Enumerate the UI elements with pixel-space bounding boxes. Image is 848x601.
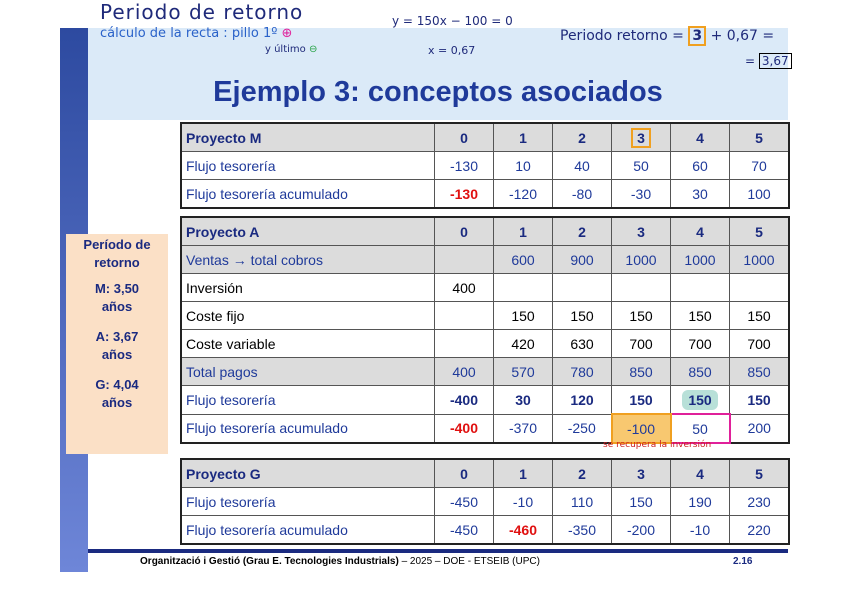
cell: 200 xyxy=(730,414,790,443)
cell: 60 xyxy=(671,152,730,180)
row-label: Flujo tesorería xyxy=(181,488,435,516)
recovery-note: se recupera la inversión xyxy=(603,440,712,450)
year-cell: 0 xyxy=(435,123,494,152)
cell: 900 xyxy=(553,246,612,274)
cell: 150 xyxy=(730,386,790,415)
cell: -450 xyxy=(435,516,494,545)
sidebar-a-label: A: 3,67 xyxy=(95,329,139,344)
payback-summary xyxy=(66,234,168,454)
table-header-row xyxy=(181,123,789,152)
handwritten-period xyxy=(560,28,774,44)
cell: -200 xyxy=(612,516,671,545)
year-cell: 2 xyxy=(553,123,612,152)
minus-circle-icon: ⊖ xyxy=(308,44,318,55)
table-row xyxy=(181,516,789,545)
project-a-name: Proyecto A xyxy=(181,217,435,246)
highlighted-150: 150 xyxy=(682,390,717,410)
cell: 700 xyxy=(730,330,790,358)
cell: -80 xyxy=(553,180,612,209)
footer-divider xyxy=(88,549,788,553)
table-row xyxy=(181,152,789,180)
footer-text xyxy=(0,556,680,567)
handwritten-subtitle2-text: y último xyxy=(265,44,306,55)
cell: 150 xyxy=(612,488,671,516)
cell: 120 xyxy=(553,386,612,415)
year-3-highlight: 3 xyxy=(631,128,651,148)
cell: -370 xyxy=(494,414,553,443)
project-m-name: Proyecto M xyxy=(181,123,435,152)
cell: 150 xyxy=(612,302,671,330)
cell: -130 xyxy=(435,180,494,209)
row-label: Flujo tesorería acumulado xyxy=(181,516,435,545)
table-row xyxy=(181,488,789,516)
project-g-table xyxy=(180,458,790,545)
table-header-row xyxy=(181,459,789,488)
period-label: Periodo retorno = xyxy=(560,28,684,44)
cell: 780 xyxy=(553,358,612,386)
project-a-table xyxy=(180,216,790,444)
handwritten-x-value: x = 0,67 xyxy=(428,44,476,57)
cell: -10 xyxy=(671,516,730,545)
sidebar-g-unit: años xyxy=(101,395,133,410)
handwritten-equation: y = 150x − 100 = 0 xyxy=(392,14,513,28)
cell: -400 xyxy=(435,414,494,443)
cell xyxy=(435,302,494,330)
table-row xyxy=(181,180,789,209)
cell xyxy=(553,274,612,302)
year-cell: 4 xyxy=(671,123,730,152)
handwritten-subtitle-2 xyxy=(265,44,317,55)
cell: 150 xyxy=(553,302,612,330)
year-cell: 5 xyxy=(730,217,790,246)
year-cell: 2 xyxy=(553,217,612,246)
sidebar-heading-1: Período de xyxy=(83,237,151,252)
cell: 1000 xyxy=(730,246,790,274)
year-cell: 2 xyxy=(553,459,612,488)
cell-highlight-minus100: -100 xyxy=(612,414,671,443)
handwritten-subtitle-text: cálculo de la recta : pillo 1º xyxy=(100,26,278,41)
cell: 40 xyxy=(553,152,612,180)
table-row xyxy=(181,302,789,330)
cell: 700 xyxy=(671,330,730,358)
row-label: Flujo tesorería acumulado xyxy=(181,414,435,443)
row-label: Coste fijo xyxy=(181,302,435,330)
period-result: 3,67 xyxy=(759,53,792,69)
year-cell: 3 xyxy=(612,459,671,488)
year-cell: 0 xyxy=(435,459,494,488)
project-g-name: Proyecto G xyxy=(181,459,435,488)
cell xyxy=(612,274,671,302)
cell: 150 xyxy=(612,386,671,415)
cell xyxy=(494,274,553,302)
row-label: Coste variable xyxy=(181,330,435,358)
cell: 600 xyxy=(494,246,553,274)
year-cell: 1 xyxy=(494,217,553,246)
sidebar-m-label: M: 3,50 xyxy=(94,281,140,296)
cell xyxy=(671,274,730,302)
cell: -30 xyxy=(612,180,671,209)
cell: -450 xyxy=(435,488,494,516)
year-cell: 5 xyxy=(730,123,790,152)
cell xyxy=(730,274,790,302)
sidebar-m-unit: años xyxy=(101,299,133,314)
footer-rest: – 2025 – DOE - ETSEIB (UPC) xyxy=(401,556,540,567)
handwritten-title: Periodo de retorno xyxy=(100,0,304,24)
sidebar-g-label: G: 4,04 xyxy=(95,377,139,392)
cell: 70 xyxy=(730,152,790,180)
cell: 190 xyxy=(671,488,730,516)
cell: 570 xyxy=(494,358,553,386)
year-cell: 4 xyxy=(671,217,730,246)
row-label: Flujo tesorería xyxy=(181,152,435,180)
cell: 150 xyxy=(494,302,553,330)
year-cell: 0 xyxy=(435,217,494,246)
plus-circle-icon: ⊕ xyxy=(281,26,293,41)
cell: -120 xyxy=(494,180,553,209)
cell: -460 xyxy=(494,516,553,545)
footer-course: Organització i Gestió (Grau E. Tecnologies Industrials) xyxy=(140,556,399,567)
cell: 30 xyxy=(494,386,553,415)
row-label: Ventas → total cobros xyxy=(181,246,435,274)
cell xyxy=(435,330,494,358)
cell: -250 xyxy=(553,414,612,443)
period-base: 3 xyxy=(688,26,706,46)
table-row xyxy=(181,246,789,274)
handwritten-subtitle xyxy=(100,26,292,41)
cell: 850 xyxy=(671,358,730,386)
handwritten-result xyxy=(745,54,792,68)
slide-title: Ejemplo 3: conceptos asociados xyxy=(213,76,663,108)
cell: 30 xyxy=(671,180,730,209)
table-header-row xyxy=(181,217,789,246)
cell: 50 xyxy=(612,152,671,180)
cell: 10 xyxy=(494,152,553,180)
cell: -350 xyxy=(553,516,612,545)
cell: 100 xyxy=(730,180,790,209)
year-cell: 1 xyxy=(494,123,553,152)
row-label: Total pagos xyxy=(181,358,435,386)
year-cell: 1 xyxy=(494,459,553,488)
cell: 700 xyxy=(612,330,671,358)
cell: 110 xyxy=(553,488,612,516)
cell: -400 xyxy=(435,386,494,415)
project-m-table xyxy=(180,122,790,209)
table-row xyxy=(181,274,789,302)
cell: 420 xyxy=(494,330,553,358)
cell: 220 xyxy=(730,516,790,545)
sidebar-heading-2: retorno xyxy=(94,255,140,270)
cell: 850 xyxy=(730,358,790,386)
period-plus: + 0,67 = xyxy=(710,28,775,44)
cell xyxy=(435,246,494,274)
row-label: Flujo tesorería xyxy=(181,386,435,415)
table-row xyxy=(181,386,789,415)
period-eq: = xyxy=(745,54,756,68)
cell: 1000 xyxy=(612,246,671,274)
year-cell: 4 xyxy=(671,459,730,488)
page-number: 2.16 xyxy=(733,556,753,567)
sidebar-a-unit: años xyxy=(101,347,133,362)
cell: 230 xyxy=(730,488,790,516)
year-cell: 3 xyxy=(612,217,671,246)
table-row xyxy=(181,414,789,443)
year-cell: 5 xyxy=(730,459,790,488)
cell: -10 xyxy=(494,488,553,516)
table-row xyxy=(181,330,789,358)
cell: -130 xyxy=(435,152,494,180)
cell: 400 xyxy=(435,358,494,386)
cell: 400 xyxy=(435,274,494,302)
cell: 150 xyxy=(730,302,790,330)
year-cell xyxy=(612,123,671,152)
row-label: Flujo tesorería acumulado xyxy=(181,180,435,209)
table-row xyxy=(181,358,789,386)
cell-highlight-50: 50 xyxy=(671,414,730,443)
cell: 850 xyxy=(612,358,671,386)
cell: 150 xyxy=(671,302,730,330)
cell: 1000 xyxy=(671,246,730,274)
row-label: Inversión xyxy=(181,274,435,302)
cell: 630 xyxy=(553,330,612,358)
cell xyxy=(671,386,730,415)
